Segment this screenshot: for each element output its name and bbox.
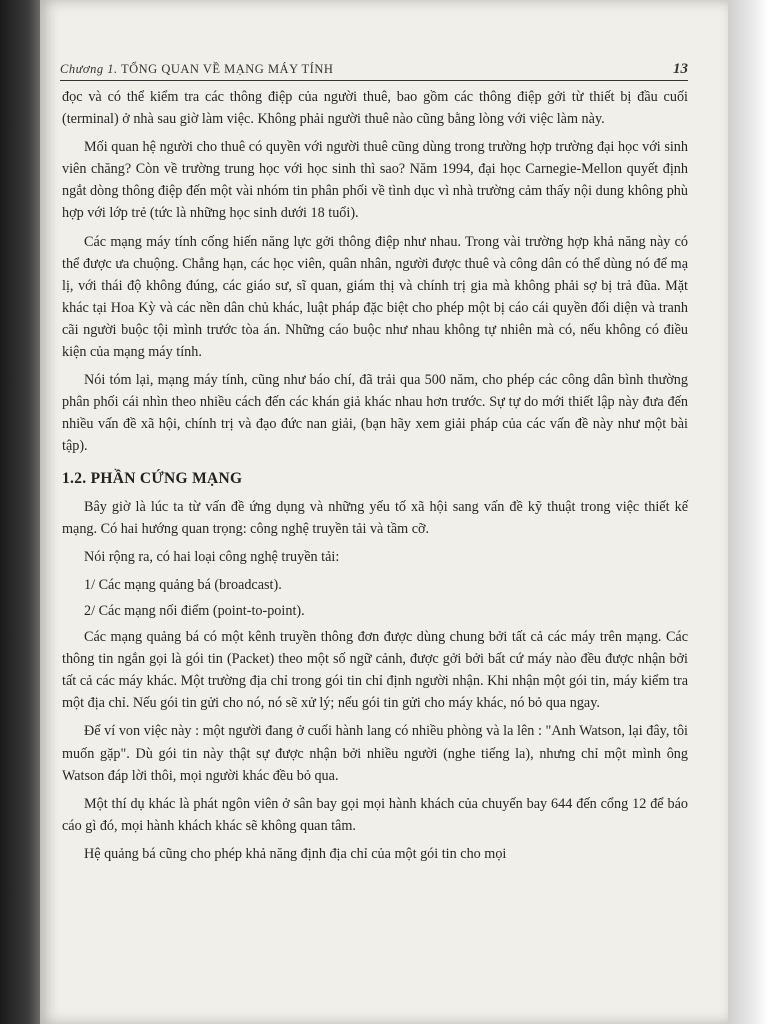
- paragraph: Mối quan hệ người cho thuê có quyền với người thuê cũng dùng trong trường hợp trường đại học với sinh viên chăng? Còn về trường trung học với học sinh thì sao? Năm 1994, đại học Carnegie-Mellon quyết định ngắt dòng thông điệp đến một vài nhóm tin phân phối về tình dục vì nhà trường cảm thấy nội dung không phù hợp với lớp trẻ (tức là những học sinh dưới 18 tuổi).: [62, 139, 688, 222]
- paragraph: đọc và có thể kiểm tra các thông điệp của người thuê, bao gồm các thông điệp gởi từ thiết bị đầu cuối (terminal) ở nhà sau giờ làm việc. Không phải người thuê nào cũng bằng lòng với việc làm này.: [62, 89, 688, 128]
- book-spine-shadow: [0, 0, 40, 1024]
- section-heading: 1.2. PHẦN CỨNG MẠNG: [62, 469, 243, 487]
- paragraph: Các mạng quảng bá có một kênh truyền thông đơn được dùng chung bởi tất cả các máy trên mạng. Các thông tin ngắn gọi là gói tin (Packet) theo một số ngữ cảnh, được gởi bởi bất cứ máy nào đều được nhận bởi tất cả các máy khác. Một trường địa chỉ trong gói tin chỉ định người nhận. Khi nhận một gói tin, máy kiểm tra một địa chỉ. Nếu gói tin gửi cho nó, nó sẽ xử lý; nếu gói tin gửi cho máy khác, nó bỏ qua ngay.: [62, 629, 688, 712]
- paragraph: Hệ quảng bá cũng cho phép khả năng định địa chỉ của một gói tin cho mọi: [84, 845, 507, 862]
- list-item: 2/ Các mạng nối điểm (point-to-point).: [84, 602, 305, 619]
- list-item: 1/ Các mạng quảng bá (broadcast).: [84, 576, 282, 593]
- paragraph: Nói tóm lại, mạng máy tính, cũng như báo chí, đã trải qua 500 năm, cho phép các công dân bình thường phân phối cái nhìn theo nhiều cách đến các khán giả khác nhau hơn trước. Sự tự do mới thiết lập này đưa đến nhiều vấn đề xã hội, chính trị và đạo đức nan giải, (bạn hãy xem giải pháp của các vấn đề này như một bài tập).: [62, 372, 688, 455]
- chapter-title: TỔNG QUAN VỀ MẠNG MÁY TÍNH: [120, 62, 334, 76]
- book-page: [40, 0, 728, 1024]
- paragraph: Nói rộng ra, có hai loại công nghệ truyền tải:: [84, 548, 340, 565]
- scan-margin: [728, 0, 768, 1024]
- paragraph: Bây giờ là lúc ta từ vấn đề ứng dụng và những yếu tố xã hội sang vấn đề kỹ thuật trong việc thiết kế mạng. Có hai hướng quan trọng: công nghệ truyền tải và tầm cỡ.: [62, 498, 688, 537]
- paragraph: Các mạng máy tính cống hiến năng lực gởi thông điệp như nhau. Trong vài trường hợp khả năng này có thể được ưa chuộng. Chẳng hạn, các học viên, quân nhân, người được thuê và công dân có thể dùng nó để mạ lị, với thái độ không đúng, các giáo sư, sĩ quan, giám thị và chính trị gia mà không phải sợ bị trả đũa. Mặt khác tại Hoa Kỳ và các nền dân chủ khác, luật pháp đặc biệt cho phép một bị cáo cái quyền đối diện và tranh cãi người buộc tội mình trước tòa án. Những cáo buộc như nhau không tự nhiên mà có, nếu không có điều kiện của mạng máy tính.: [62, 233, 688, 361]
- chapter-label: Chương 1.: [60, 62, 118, 76]
- running-header: [60, 56, 688, 81]
- paragraph: Để ví von việc này : một người đang ở cuối hành lang có nhiều phòng và la lên : "Anh Watson, lại đây, tôi muốn gặp". Dù gói tin này thật sự được nhận bởi nhiều người (nghe tiếng la), nhưng chỉ một mình ông Watson đáp lời thôi, mọi người khác đều bỏ qua.: [62, 723, 688, 784]
- chapter-heading: [60, 62, 333, 77]
- page-number: 13: [673, 61, 688, 77]
- page-body: [62, 86, 688, 871]
- paragraph: Một thí dụ khác là phát ngôn viên ở sân bay gọi mọi hành khách của chuyến bay 644 đến cổng 12 để báo cáo gì đó, mọi hành khách khác sẽ không quan tâm.: [62, 795, 688, 834]
